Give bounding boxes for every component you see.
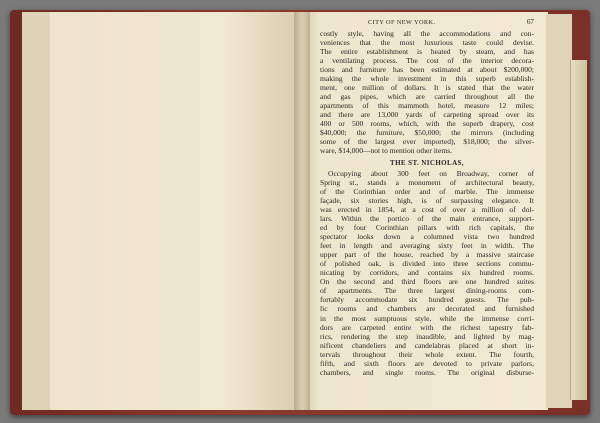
text-line: fifth, and sixth floors are devoted to private parlors,	[320, 358, 534, 368]
text-line: spectator looks down a columned vista two hundred	[320, 232, 534, 242]
text-line: apartments of this mammoth hotel, measure 12 miles;	[320, 101, 534, 111]
text-line: was erected in 1854, at a cost of over a million of dol-	[320, 205, 534, 215]
text-line: lic rooms and chambers are decorated and furnished	[320, 304, 534, 314]
paragraph-1	[320, 29, 534, 155]
text-line: Occupying about 300 feet on Broadway, corner of	[328, 169, 534, 179]
text-line: ware, $14,000—not to mention other items.	[320, 146, 453, 156]
text-line: in the most sumptuous style, while the immense corri-	[320, 313, 534, 323]
text-line: of apartments. The three largest dining-rooms com-	[320, 286, 534, 296]
running-head-title: CITY OF NEW YORK.	[368, 19, 436, 26]
text-line: making the whole investment in this superb establish-	[320, 74, 534, 84]
text-line: ment, one million of dollars. It is stated that the water	[320, 83, 534, 93]
text-line: of the Corinthian order and of marble. The immense	[320, 187, 534, 197]
text-line: $40,000; the furniture, $50,000; the mirrors (including	[320, 128, 534, 138]
text-line: On the second and third floors are one hundred suites	[320, 277, 534, 287]
page-tab-slip	[570, 60, 587, 400]
page-number: 67	[526, 18, 534, 26]
section-heading: THE ST. NICHOLAS,	[390, 159, 464, 168]
text-line: fortably accommodate six hundred guests. The pub-	[320, 295, 534, 305]
paragraph-2	[320, 169, 534, 376]
text-line: nicating by corridors, and contains six hundred rooms.	[320, 268, 534, 278]
text-line: tervals throughout their whole extent. The fourth,	[320, 349, 534, 359]
text-line: tions and furniture has been estimated at about $200,000;	[320, 65, 534, 75]
text-line: ed by four Corinthian pillars with rich capitals, the	[320, 223, 534, 233]
text-line: of polished oak, is divided into three sections commu-	[320, 259, 534, 269]
text-line: rics, rendering the step inaudible, and lighted by mag-	[320, 331, 534, 341]
running-head	[320, 18, 534, 27]
text-line: chambers, and single rooms. The original disburse-	[320, 367, 534, 377]
text-line: and there are 13,000 yards of carpeting spread over its	[320, 110, 534, 120]
text-line: costly style, having all the accommodations and con-	[320, 29, 534, 39]
text-line: a ventilating process. The cost of the interior decora-	[320, 56, 534, 66]
text-line: upper part of the house, reached by a massive staircase	[320, 250, 534, 260]
text-line: The entire establishment is heated by steam, and has	[320, 47, 534, 57]
book-gutter	[294, 12, 310, 410]
left-page-edges	[22, 12, 52, 410]
text-line: 400 or 500 rooms, which, with the superb drapery, cost	[320, 119, 534, 129]
text-line: veniences that the most luxurious taste could devise.	[320, 38, 534, 48]
text-line: and gas pipes, which are carried throughout all the	[320, 92, 534, 102]
text-line: lars. Within the portico of the main entrance, support-	[320, 214, 534, 224]
left-page-blank	[50, 12, 300, 410]
page-text	[320, 18, 534, 377]
text-line: façade, six stories high, is of surpassing elegance. It	[320, 196, 534, 206]
text-line: nificent chandeliers and candelabras placed at short in-	[320, 340, 534, 350]
text-line: some of the largest ever imported), $18,000; the silver-	[320, 137, 534, 147]
text-line: Spring st., stands a monument of architectural beauty,	[320, 178, 534, 188]
right-page-edges	[546, 14, 572, 408]
text-line: feet in length and averaging sixty feet in width. The	[320, 241, 534, 251]
text-line: dors are carpeted entire with the richest tapestry fab-	[320, 322, 534, 332]
